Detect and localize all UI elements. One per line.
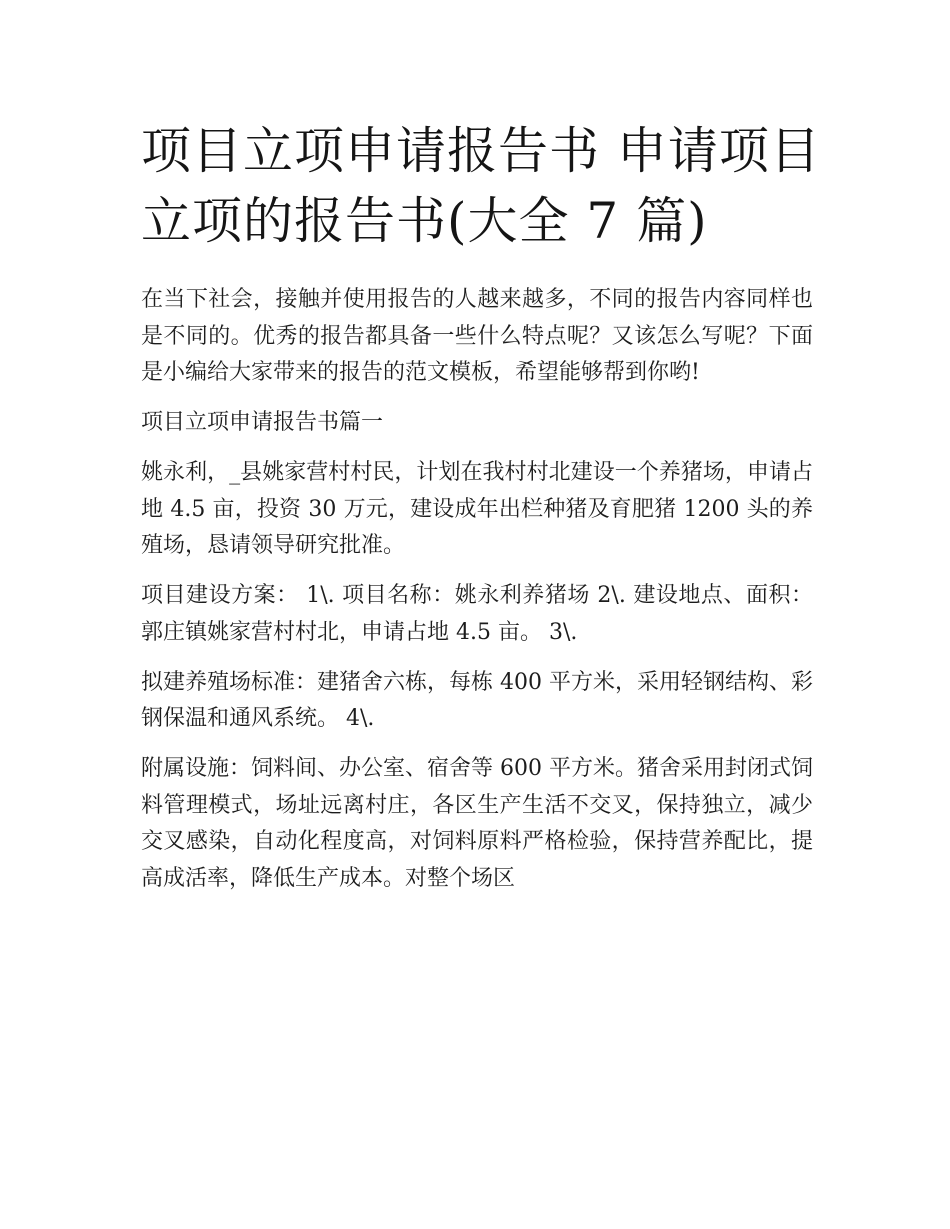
facilities-paragraph: 附属设施：饲料间、办公室、宿舍等 600 平方米。猪舍采用封闭式饲料管理模式，场址远离村庄，各区生产生活不交叉，保持独立，减少交叉感染，自动化程度高，对饲料原料严格检验，保持营养配比，提高成活率，降低生产成本。对整个场区 — [141, 756, 813, 891]
document-title: 项目立项申请报告书 申请项目立项的报告书(大全 7 篇) — [141, 122, 821, 250]
section-heading: 项目立项申请报告书篇一 — [141, 410, 384, 435]
document-body — [141, 282, 813, 911]
application-paragraph: 姚永利，_县姚家营村村民，计划在我村村北建设一个养猪场，申请占地 4.5 亩，投资 30 万元，建设成年出栏种猪及育肥猪 1200 头的养殖场，恳请领导研究批准。 — [141, 460, 813, 558]
plan-paragraph: 项目建设方案： 1\. 项目名称：姚永利养猪场 2\. 建设地点、面积：郭庄镇姚家营村村北，申请占地 4.5 亩。 3\. — [141, 583, 813, 645]
intro-paragraph: 在当下社会，接触并使用报告的人越来越多，不同的报告内容同样也是不同的。优秀的报告都具备一些什么特点呢？又该怎么写呢？下面是小编给大家带来的报告的范文模板，希望能够帮到你哟! — [141, 287, 813, 385]
standard-paragraph: 拟建养殖场标准：建猪舍六栋，每栋 400 平方米，采用轻钢结构、彩钢保温和通风系统。 4\. — [141, 669, 813, 731]
